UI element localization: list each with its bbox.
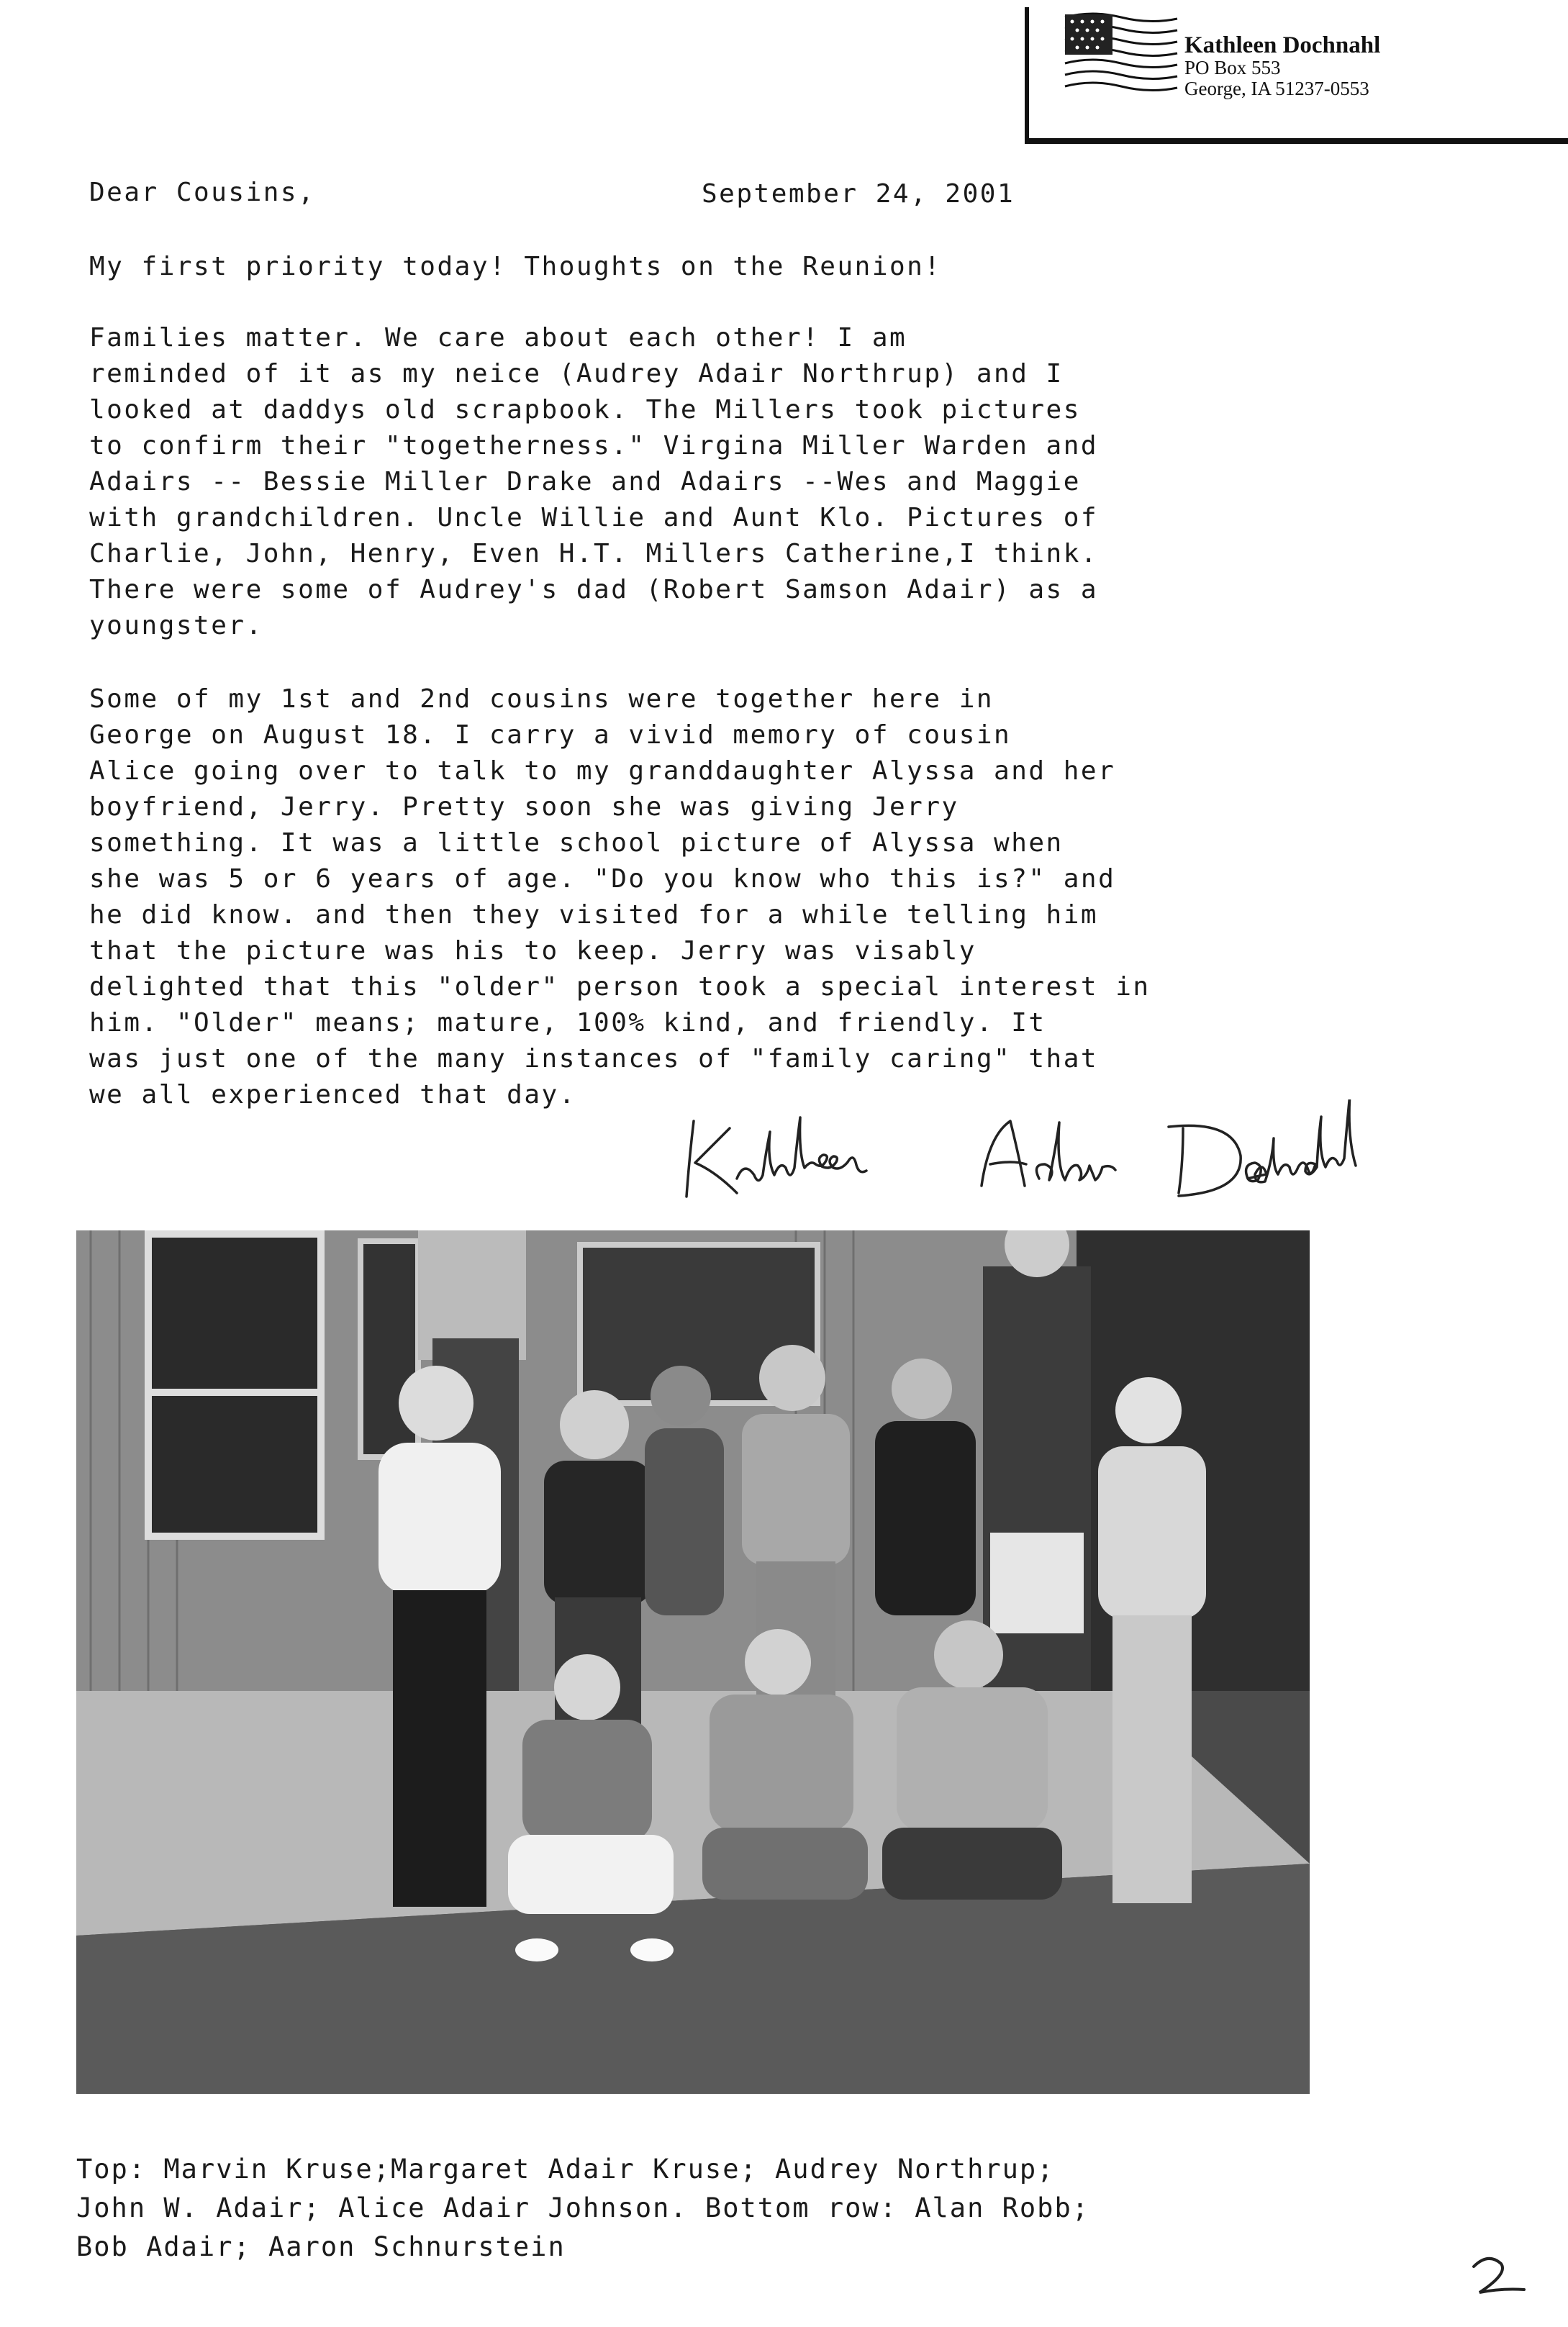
return-address-name: Kathleen Dochnahl (1184, 32, 1381, 58)
group-photo-drawing (76, 1230, 1310, 2094)
letter-greeting: Dear Cousins, (89, 178, 316, 207)
letter-paragraph-cousins: Some of my 1st and 2nd cousins were together here in George on August 18. I carry a vivid memory of cousin Alice going over to talk to my granddaughter Alyssa and her boyfriend, Jerry. Pretty soon she was giving Jerry something. It was a little school picture of Alyssa when she was 5 or 6 years of age. "Do you know who this is?" and he did know. and then they visited for a while telling him that the picture was his to keep. Jerry was visably delighted that this "older" person took a special interest in him. "Older" means; mature, 100% kind, and friendly. It was just one of the many instances of "family caring" that we all experienced that day. (89, 684, 1151, 1110)
return-address-text (1184, 33, 1380, 99)
american-flag-icon (1064, 10, 1179, 95)
group-photo (76, 1230, 1310, 2094)
page-number (1461, 2251, 1533, 2301)
handwritten-signature (679, 1099, 1456, 1215)
letter-paragraph-intro: My first priority today! Thoughts on the Reunion! (89, 252, 942, 281)
return-address-box: PO Box 553 (1184, 57, 1281, 78)
photo-caption: Top: Marvin Kruse;Margaret Adair Kruse; Audrey Northrup; John W. Adair; Alice Adair Johnson. Bottom row: Alan Robb; Bob Adair; Aaron Schnurstein (76, 2154, 1090, 2262)
letter-date: September 24, 2001 (702, 179, 1015, 209)
return-address-city: George, IA 51237-0553 (1184, 78, 1369, 99)
return-address-label (1025, 7, 1568, 144)
letter-paragraph-families: Families matter. We care about each other! I am reminded of it as my neice (Audrey Adair Northrup) and I looked at daddys old scrapbook. The Millers took pictures to confirm their "togetherness." Virgina Miller Warden and Adairs -- Bessie Miller Drake and Adairs --Wes and Maggie with grandchildren. Uncle Willie and Aunt Klo. Pictures of Charlie, John, Henry, Even H.T. Millers Catherine,I think. There were some of Audrey's dad (Robert Samson Adair) as a youngster. (89, 323, 1099, 640)
